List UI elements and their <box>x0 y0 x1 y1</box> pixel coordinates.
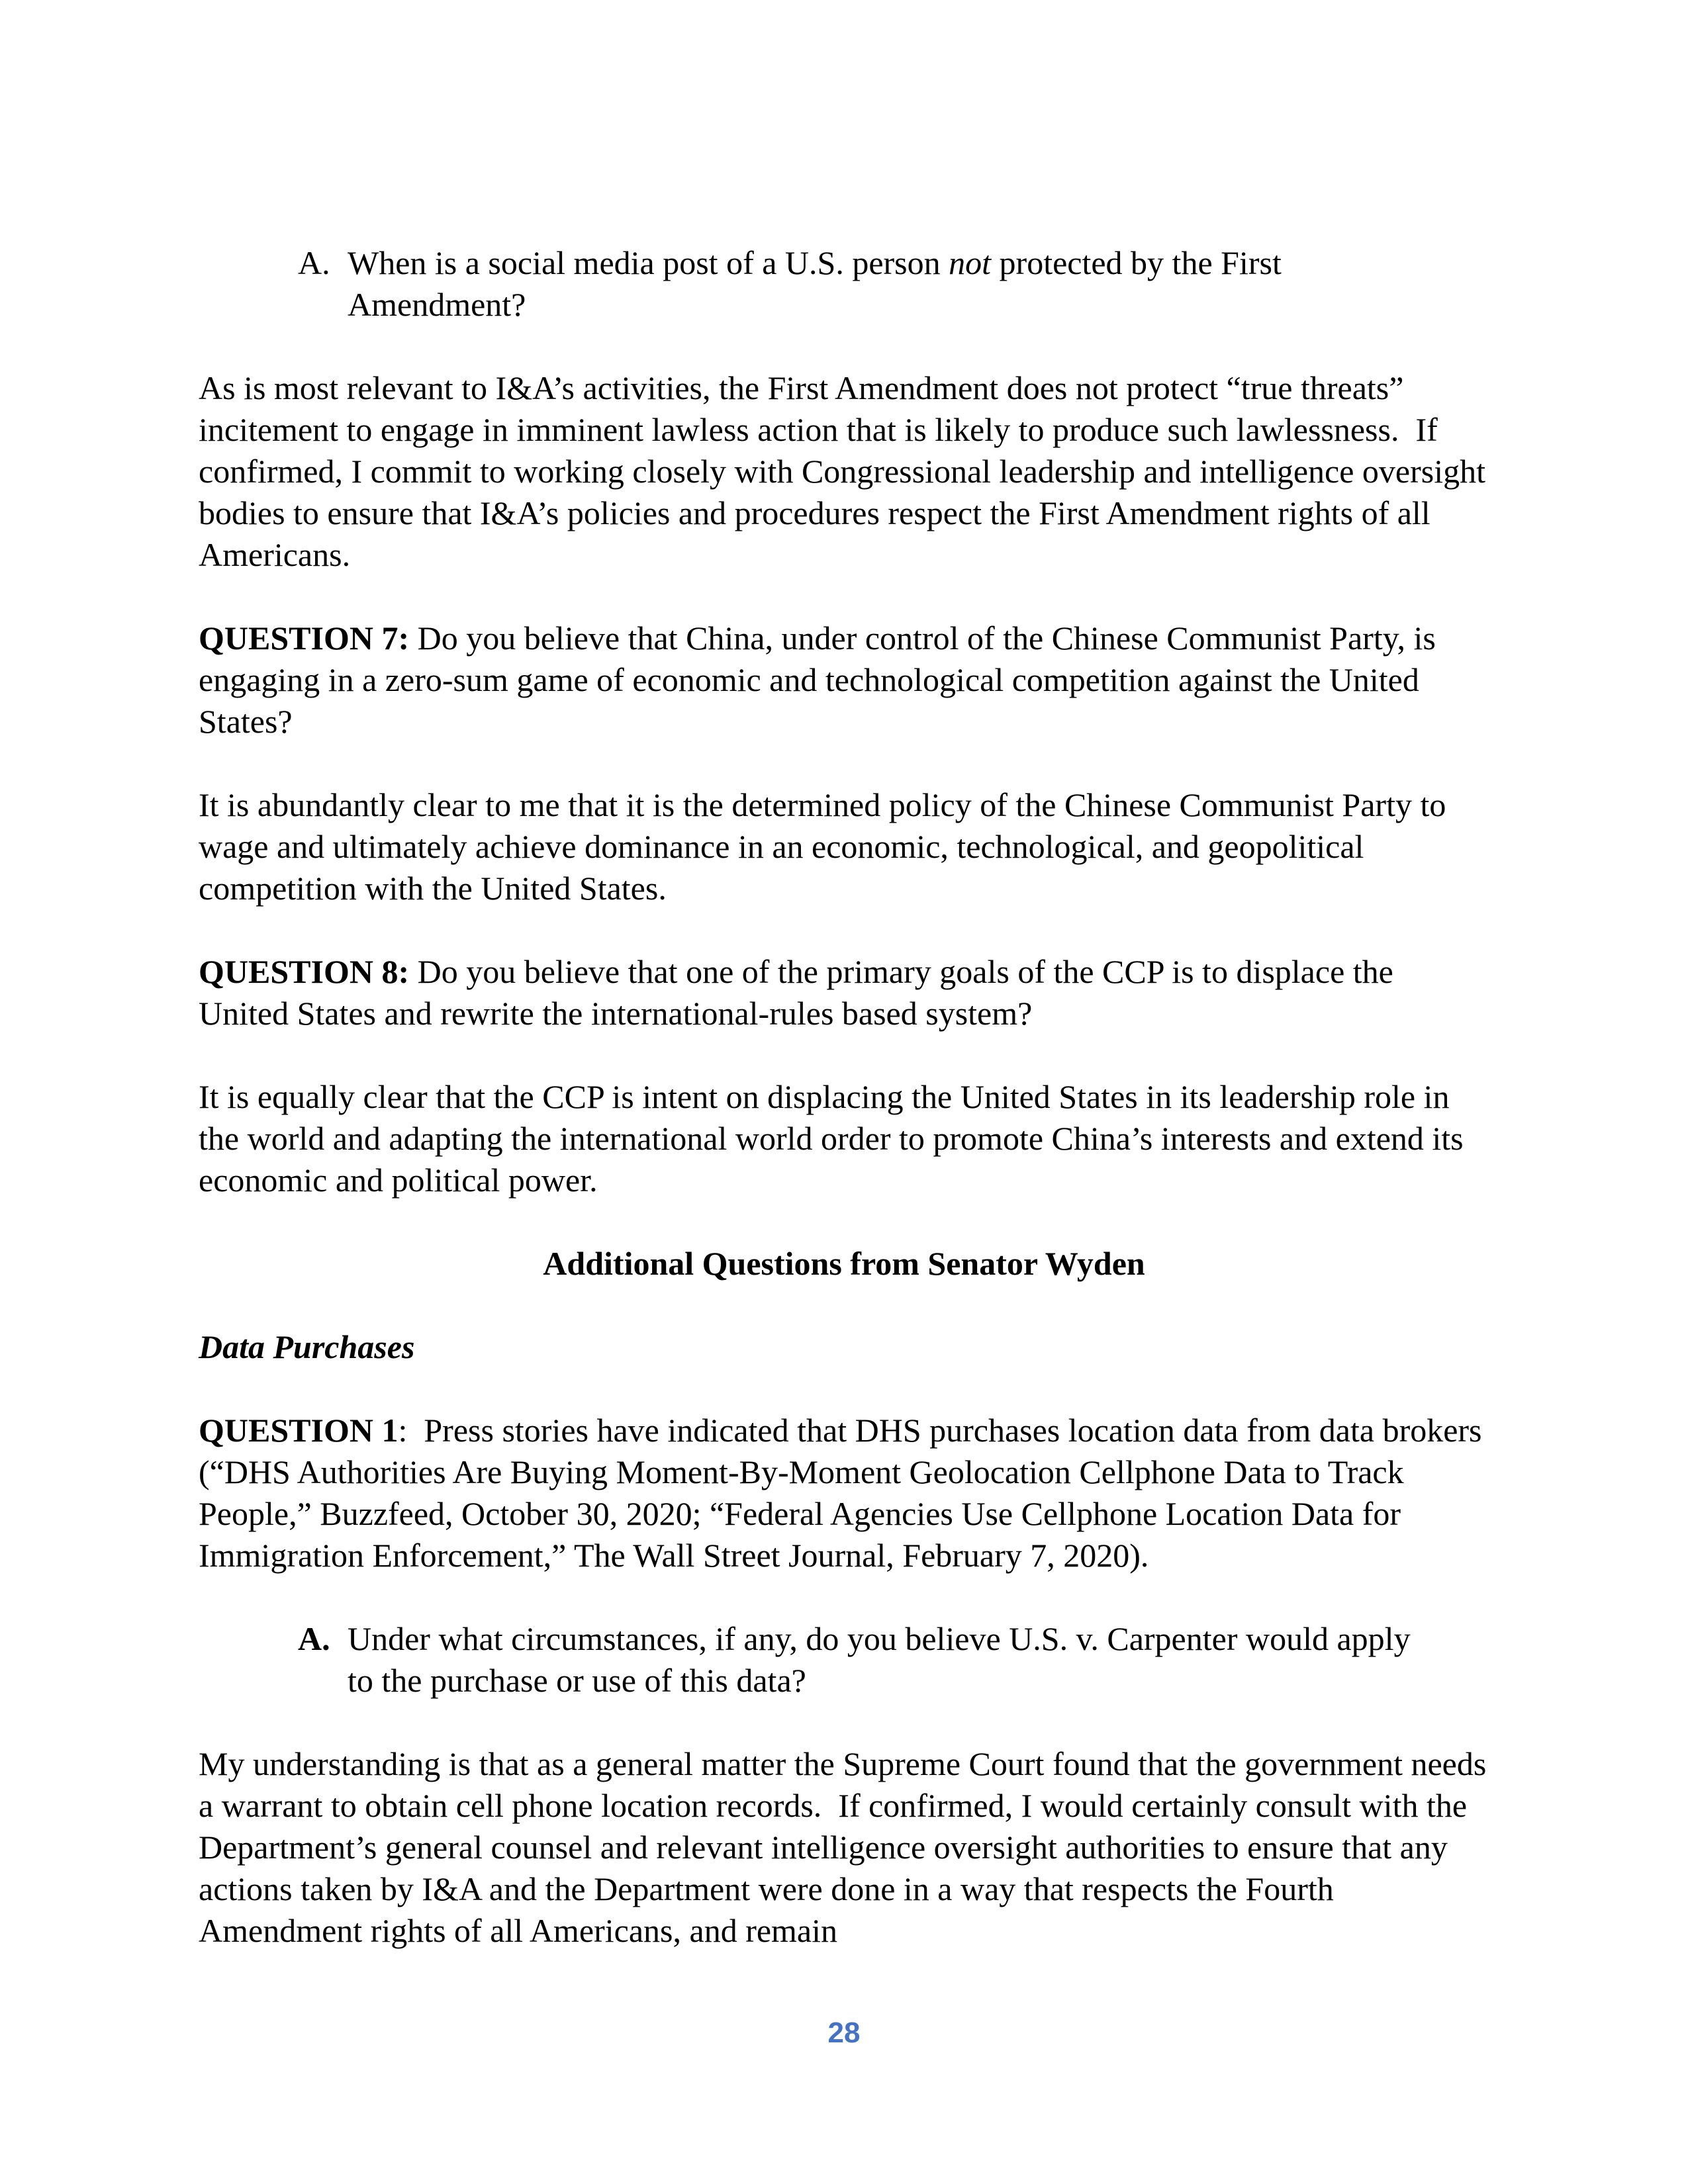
question-8-label: QUESTION 8: <box>199 953 410 990</box>
answer-1-paragraph: My understanding is that as a general matter the Supreme Court found that the government needs a warrant to obtain cell phone location records. If confirmed, I would certainly consult with the Department’s general counsel and relevant intelligence oversight authorities to ensure that any actions taken by I&A and the Department were done in a way that respects the Fourth Amendment rights of all Americans, and remain <box>199 1745 1495 1949</box>
question-1-label: QUESTION 1 <box>199 1412 399 1449</box>
question-1-text: Press stories have indicated that DHS purchases location data from data brokers (“DHS Authorities Are Buying Moment-By-Moment Geolocation Cellphone Data to Track People,” Buzzfeed, October 30, 2020; “Federal Agencies Use Cellphone Location Data for Immigration Enforcement,” The Wall Street Journal, February 7, 2020). <box>199 1412 1491 1574</box>
list-item-a2 <box>298 1618 1440 1702</box>
section-heading-wyden: Additional Questions from Senator Wyden <box>543 1245 1145 1282</box>
text-segment: When is a social media post of a U.S. person <box>348 244 949 281</box>
list-item-text-a2: Under what circumstances, if any, do you believe U.S. v. Carpenter would apply to the purchase or use of this data? <box>348 1620 1411 1699</box>
page-footer <box>0 2011 1688 2052</box>
list-marker-a2: A. <box>298 1620 330 1657</box>
subsection-heading-data-purchases: Data Purchases <box>199 1328 415 1365</box>
paragraph-first-amendment-answer: As is most relevant to I&A’s activities, the First Amendment does not protect “true threats” incitement to engage in imminent lawless action that is likely to produce such lawlessness. If confirmed, I commit to working closely with Congressional leadership and intelligence oversight bodies to ensure that I&A’s policies and procedures respect the First Amendment rights of all Americans. <box>199 369 1494 573</box>
text-segment: protected by the First Amendment? <box>348 244 1282 323</box>
question-1-separator: : <box>398 1412 424 1449</box>
question-8 <box>199 951 1489 1034</box>
question-7-text: Do you believe that China, under control of the Chinese Communist Party, is engaging in a zero-sum game of economic and technological competition against the United States? <box>199 619 1444 740</box>
answer-8-paragraph: It is equally clear that the CCP is intent on displacing the United States in its leadership role in the world and adapting the international world order to promote China’s interests and extend its economic and political power. <box>199 1078 1472 1199</box>
list-item-a1 <box>298 242 1440 326</box>
answer-7-paragraph: It is abundantly clear to me that it is the determined policy of the Chinese Communist Party to wage and ultimately achieve dominance in an economic, technological, and geopolitical competition with the United States. <box>199 786 1454 907</box>
emphasized-word: not <box>949 244 992 281</box>
question-1 <box>199 1410 1489 1576</box>
page-number: 28 <box>827 2017 861 2049</box>
question-7-label: QUESTION 7: <box>199 619 410 657</box>
question-8-text: Do you believe that one of the primary goals of the CCP is to displace the United States and rewrite the international-rules based system? <box>199 953 1402 1032</box>
list-item-text-a1 <box>348 242 1440 326</box>
list-marker-a1: A. <box>298 244 330 281</box>
question-7 <box>199 617 1489 743</box>
document-page <box>199 242 1495 1952</box>
